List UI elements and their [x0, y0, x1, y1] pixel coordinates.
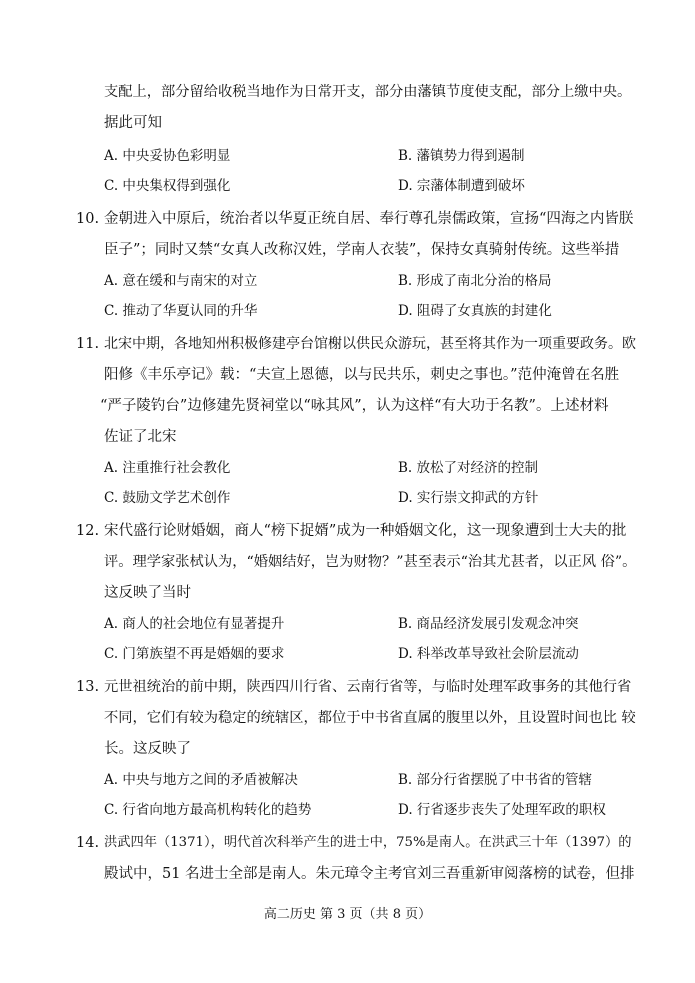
q14-number: 14.: [76, 835, 100, 851]
q11-stem-line-2: 阳修《丰乐亭记》载：“夫宣上恩德，以与民共乐，刺史之事也。”范仲淹曾在名胜: [104, 367, 620, 383]
q9-option-b: B. 藩镇势力得到遏制: [398, 148, 525, 164]
q11-option-c: C. 鼓励文学艺术创作: [104, 490, 231, 506]
q12-option-c: C. 门第族望不再是婚姻的要求: [104, 646, 285, 662]
q12-option-d: D. 科举改革导致社会阶层流动: [398, 646, 579, 662]
q11-option-d: D. 实行崇文抑武的方针: [398, 490, 539, 506]
q10-option-c: C. 推动了华夏认同的升华: [104, 303, 258, 319]
q12-option-a: A. 商人的社会地位有显著提升: [104, 616, 285, 632]
q13-stem-line-2: 不同，它们有较为稳定的统辖区，都位于中书省直属的腹里以外，且设置时间也比 较: [104, 710, 636, 726]
q9-option-d: D. 宗藩体制遭到破坏: [398, 178, 525, 194]
q12-number: 12.: [76, 523, 100, 539]
q13-stem-line-1: 元世祖统治的前中期，陕西四川行省、云南行省等，与临时处理军政事务的其他行省: [104, 679, 632, 695]
q12-stem-line-2: 评。理学家张栻认为，“婚姻结好，岂为财物？”甚至表示“治其尤甚者，以正风 俗”。: [104, 554, 637, 570]
q10-option-b: B. 形成了南北分治的格局: [398, 273, 552, 289]
q11-stem-line-4: 佐证了北宋: [104, 429, 177, 445]
q10-option-a: A. 意在缓和与南宋的对立: [104, 273, 258, 289]
q12-stem-line-1: 宋代盛行论财婚姻，商人“榜下捉婿”成为一种婚姻文化，这一现象遭到士大夫的批: [104, 523, 627, 539]
q13-option-d: D. 行省逐步丧失了处理军政的职权: [398, 802, 606, 818]
q13-option-b: B. 部分行省摆脱了中书省的管辖: [398, 772, 593, 788]
q11-stem-line-3: “严子陵钓台”边修建先贤祠堂以“咏其风”，认为这样“有大功于名教”。上述材料: [100, 398, 609, 414]
q9-option-c: C. 中央集权得到强化: [104, 178, 231, 194]
q9-stem-line-2: 据此可知: [104, 115, 162, 131]
q11-option-a: A. 注重推行社会教化: [104, 460, 231, 476]
q10-stem-line-2: 臣子”；同时又禁“女真人改称汉姓，学南人衣装”，保持女真骑射传统。这些举措: [104, 242, 620, 258]
q13-option-a: A. 中央与地方之间的矛盾被解决: [104, 772, 298, 788]
q9-option-a: A. 中央妥协色彩明显: [104, 148, 231, 164]
q10-number: 10.: [76, 211, 100, 227]
q14-stem-line-1: 洪武四年（1371），明代首次科举产生的进士中，75%是南人。在洪武三十年（1397）的: [104, 835, 632, 850]
q10-stem-line-1: 金朝进入中原后，统治者以华夏正统自居、奉行尊孔崇儒政策，宣扬“四海之内皆朕: [104, 211, 634, 227]
page-footer: 高二历史 第 3 页（共 8 页）: [263, 907, 432, 922]
q12-stem-line-3: 这反映了当时: [104, 585, 191, 601]
q13-option-c: C. 行省向地方最高机构转化的趋势: [104, 802, 312, 818]
q11-stem-line-1: 北宋中期，各地知州积极修建亭台馆榭以供民众游玩，甚至将其作为一项重要政务。欧: [104, 336, 636, 352]
q10-option-d: D. 阻碍了女真族的封建化: [398, 303, 552, 319]
q11-option-b: B. 放松了对经济的控制: [398, 460, 539, 476]
q9-stem-line-1: 支配上，部分留给收税当地作为日常开支，部分由藩镇节度使支配，部分上缴中央。: [104, 84, 632, 100]
q13-number: 13.: [76, 679, 100, 695]
q13-stem-line-3: 长。这反映了: [104, 741, 191, 757]
q14-stem-line-2: 殿试中，51 名进士全部是南人。朱元璋令主考官刘三吾重新审阅落榜的试卷，但排: [104, 866, 635, 882]
q11-number: 11.: [76, 336, 100, 352]
q12-option-b: B. 商品经济发展引发观念冲突: [398, 616, 579, 632]
